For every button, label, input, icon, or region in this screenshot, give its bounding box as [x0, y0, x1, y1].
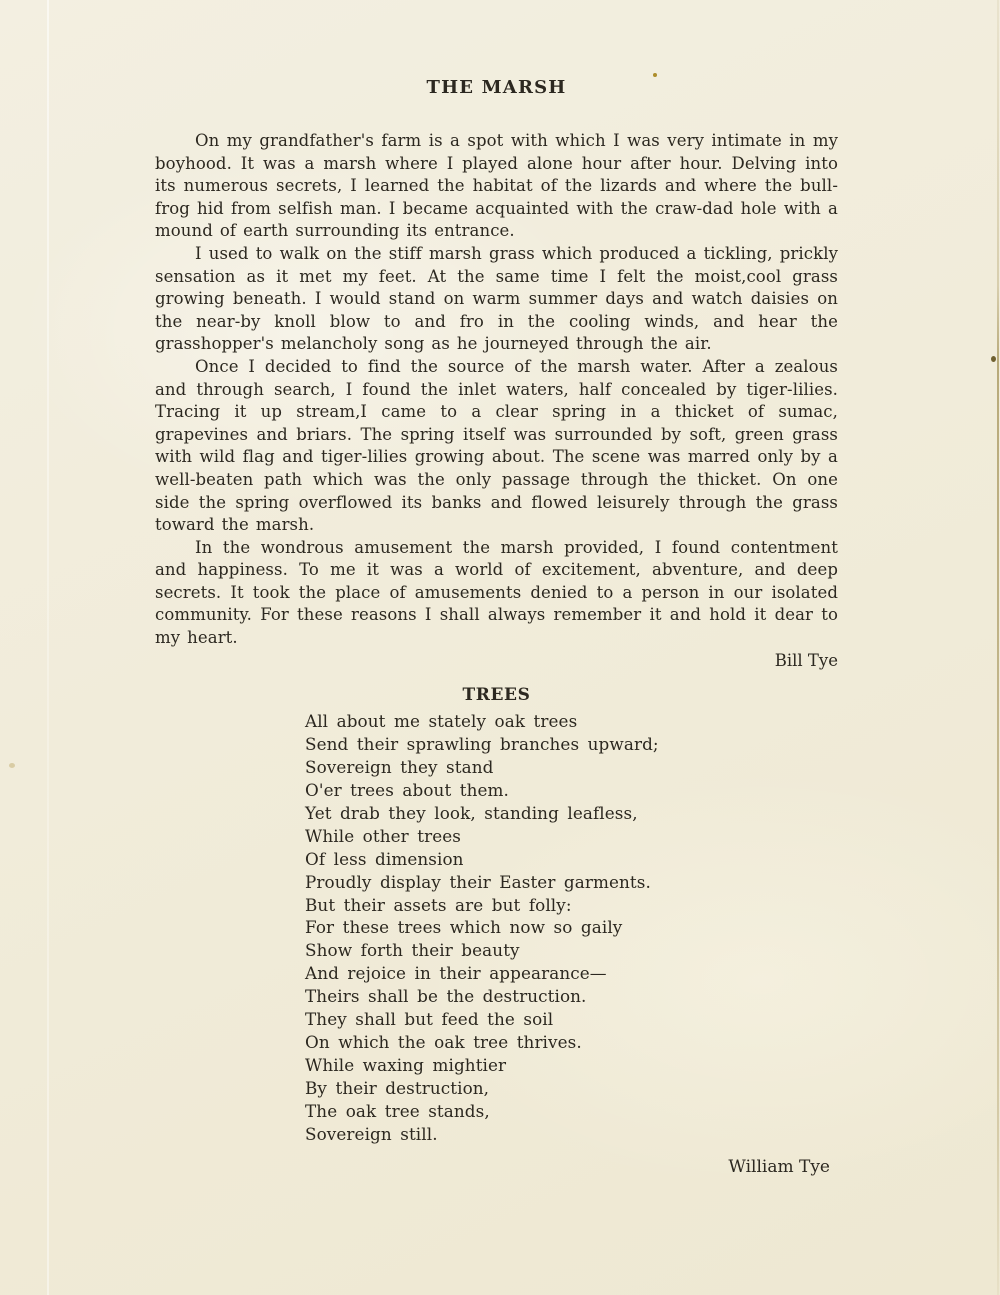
essay-signature: Bill Tye	[774, 650, 838, 670]
essay-paragraph-4: In the wondrous amusement the marsh provided, I found contentment and happiness. To me it was a world of excitement, abventure, and deep secrets. It took the place of amusements denied to a person in our isolated community. For these reasons I shall always remember it and hold it dear to my heart.	[155, 537, 838, 648]
poem-line: For these trees which now so gaily	[305, 917, 623, 938]
essay-paragraph-1: On my grandfather's farm is a spot with which I was very intimate in my boyhood. It was a marsh where I played alone hour after hour. Delving into its numerous secrets, I learned the habitat of the lizards and where the bull-frog hid from selfish man. I became acquainted with the craw-dad hole with a mound of earth surrounding its entrance.	[155, 131, 838, 241]
poem-line: Sovereign still.	[305, 1123, 438, 1144]
poem-line: The oak tree stands,	[305, 1100, 490, 1121]
poem	[155, 710, 838, 1145]
poem-line: By their destruction,	[305, 1077, 490, 1098]
essay-title: THE MARSH	[426, 77, 567, 98]
poem-line: Proudly display their Easter garments.	[305, 871, 651, 892]
essay-paragraph-3: Once I decided to find the source of the marsh water. After a zealous and through search, I found the inlet waters, half concealed by tiger-lilies. Tracing it up stream,I came to a clear spring in a thicket of sumac, grapevines and briars. The spring itself was surrounded by soft, green grass with wild flag and tiger-lilies growing about. The scene was marred only by a well-beaten path which was the only passage through the thicket. On one side the spring overflowed its banks and flowed leisurely through the grass toward the marsh.	[155, 356, 838, 535]
poem-line: Sovereign they stand	[305, 757, 494, 778]
paper-crease-line	[47, 0, 49, 1295]
poem-line: But their assets are but folly:	[305, 894, 572, 915]
paper-speck	[991, 356, 996, 362]
page-right-edge-line	[997, 0, 999, 1295]
poem-line: O'er trees about them.	[305, 779, 509, 800]
essay-paragraph-2: I used to walk on the stiff marsh grass which produced a tickling, prickly sensation as it met my feet. At the same time I felt the moist,cool grass growing beneath. I would stand on warm summer days and watch daisies on the near-by knoll blow to and fro in the cooling winds, and hear the grasshopper's melancholy song as he journeyed through the air.	[155, 243, 838, 354]
paper-speck	[9, 763, 15, 768]
poem-line: They shall but feed the soil	[305, 1009, 554, 1030]
poem-line: Of less dimension	[305, 848, 464, 869]
poem-line: Show forth their beauty	[305, 940, 520, 961]
poem-line: While other trees	[305, 825, 461, 846]
poem-line: On which the oak tree thrives.	[305, 1031, 582, 1052]
poem-line: Yet drab they look, standing leafless,	[305, 802, 638, 823]
poem-line: Theirs shall be the destruction.	[305, 986, 587, 1007]
poem-signature: William Tye	[728, 1157, 830, 1178]
poem-line: While waxing mightier	[305, 1054, 507, 1075]
poem-line: And rejoice in their appearance—	[305, 963, 607, 984]
poem-title: TREES	[462, 685, 531, 706]
page-content	[155, 0, 838, 1179]
poem-line: Send their sprawling branches upward;	[305, 734, 659, 755]
poem-line: All about me stately oak trees	[305, 711, 578, 732]
